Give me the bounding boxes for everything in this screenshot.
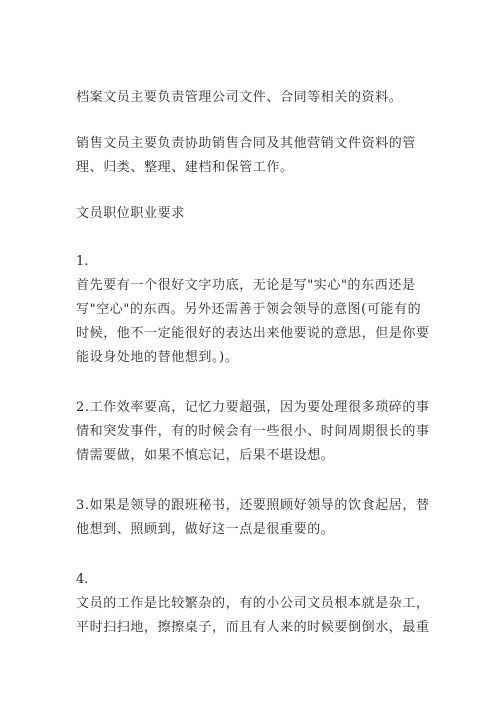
item-number: 3. bbox=[76, 498, 90, 513]
item-text bbox=[76, 494, 432, 542]
item-text: 首先要有一个很好文字功底，无论是写"实心"的东西还是写"空心"的东西。另外还需善于领会领导的意图(可能有的时候，他不一定能很好的表达出来他要说的意思，但是你要能设身处地的替他想到。)。 bbox=[76, 278, 430, 365]
document-body bbox=[76, 86, 432, 640]
paragraph-archive-clerk: 档案文员主要负责管理公司文件、合同等相关的资料。 bbox=[76, 90, 403, 105]
requirement-item-2 bbox=[76, 396, 432, 468]
item-number: 1. bbox=[76, 254, 89, 269]
item-body: 如果是领导的跟班秘书，还要照顾好领导的饮食起居，替他想到、照顾到，做好这一点是很重要的。 bbox=[76, 498, 430, 537]
requirement-item-3 bbox=[76, 494, 432, 542]
item-body: 工作效率要高，记忆力要超强，因为要处理很多琐碎的事情和突发事件，有的时候会有一些很小、时间周期很长的事情需要做，如果不慎忘记，后果不堪设想。 bbox=[76, 400, 430, 463]
requirement-item-1 bbox=[76, 250, 432, 370]
paragraph-sales-clerk: 销售文员主要负责协助销售合同及其他营销文件资料的管理、归类、整理、建档和保管工作。 bbox=[76, 136, 417, 175]
item-text: 文员的工作是比较繁杂的，有的小公司文员根本就是杂工，平时扫扫地，擦擦桌子，而且有人来的时候要倒倒水，最重 bbox=[76, 596, 430, 635]
requirement-item-4 bbox=[76, 568, 432, 640]
item-number: 4. bbox=[76, 572, 89, 587]
item-number: 2. bbox=[76, 400, 90, 415]
section-heading-requirements: 文员职位职业要求 bbox=[76, 206, 185, 221]
item-text bbox=[76, 396, 432, 468]
